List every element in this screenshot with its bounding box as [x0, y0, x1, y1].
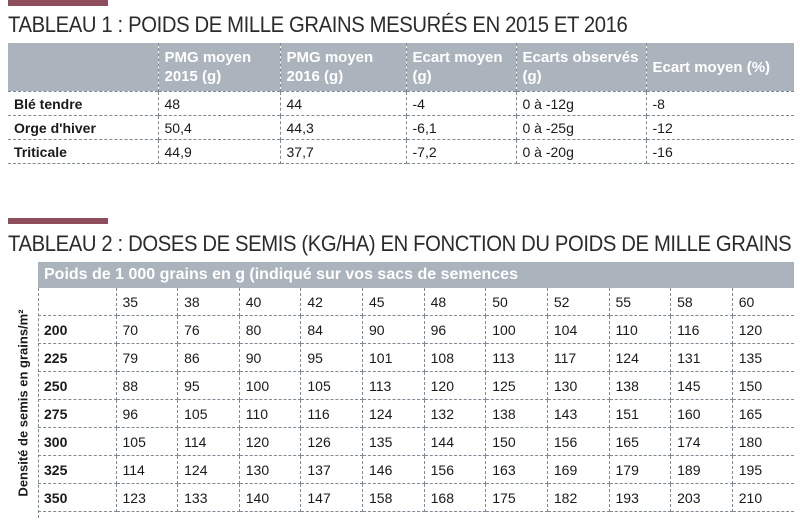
row-label: Orge d'hiver [8, 116, 158, 140]
table2-column-header: 58 [671, 288, 733, 316]
table-cell: 124 [609, 344, 671, 372]
table-cell: 156 [424, 456, 486, 484]
table-row [8, 140, 794, 164]
table2 [8, 262, 794, 518]
table-cell: 138 [486, 400, 548, 428]
table-cell: 114 [116, 456, 178, 484]
table-cell: 110 [609, 316, 671, 344]
row-label: 325 [38, 456, 116, 484]
table-cell: 113 [363, 372, 425, 400]
table-cell: 147 [301, 484, 363, 512]
table-row [38, 344, 794, 372]
table-cell: 0 à -25g [516, 116, 646, 140]
table-row [38, 428, 794, 456]
table1-header-cell: Ecart moyen (%) [646, 43, 794, 92]
table2-title: TABLEAU 2 : DOSES DE SEMIS (KG/HA) EN FONCTION DU POIDS DE MILLE GRAINS [8, 231, 792, 256]
table-cell: 140 [239, 484, 301, 512]
table-cell: 48 [158, 92, 280, 116]
table-cell: 37,7 [280, 140, 406, 164]
table-cell: -8 [646, 92, 794, 116]
table-cell: 116 [301, 400, 363, 428]
table-cell: 96 [424, 316, 486, 344]
table-cell: 175 [486, 484, 548, 512]
table-cell: 165 [732, 400, 794, 428]
table-cell: 150 [486, 428, 548, 456]
table2-column-header: 35 [116, 288, 178, 316]
table-cell: 124 [363, 400, 425, 428]
table-cell: 156 [547, 428, 609, 456]
table2-column-header: 60 [732, 288, 794, 316]
table-cell: 100 [486, 316, 548, 344]
table-cell: 105 [116, 428, 178, 456]
row-label: 350 [38, 484, 116, 512]
table2-column-header: 45 [363, 288, 425, 316]
table1-header-cell: PMG moyen 2016 (g) [280, 43, 406, 92]
table-cell: -6,1 [406, 116, 516, 140]
table-cell: 193 [609, 484, 671, 512]
table-row [38, 456, 794, 484]
table2-grid [38, 288, 794, 512]
table-cell: 110 [239, 400, 301, 428]
table-cell: 151 [609, 400, 671, 428]
row-label: Triticale [8, 140, 158, 164]
table-cell: 105 [301, 372, 363, 400]
row-label: 225 [38, 344, 116, 372]
table-cell: 123 [116, 484, 178, 512]
row-label: 250 [38, 372, 116, 400]
table-cell: 195 [732, 456, 794, 484]
table-cell: 137 [301, 456, 363, 484]
table-cell: 165 [609, 428, 671, 456]
table-cell: 79 [116, 344, 178, 372]
table-cell: 189 [671, 456, 733, 484]
table-cell: 101 [363, 344, 425, 372]
table2-column-header-row [38, 288, 794, 316]
table2-column-header: 50 [486, 288, 548, 316]
table-cell: 84 [301, 316, 363, 344]
table-cell: 131 [671, 344, 733, 372]
table1-header-cell: Ecart moyen (g) [406, 43, 516, 92]
table-cell: 80 [239, 316, 301, 344]
table-cell: 133 [178, 484, 240, 512]
table-cell: 120 [732, 316, 794, 344]
table1 [8, 43, 794, 164]
table-cell: 76 [178, 316, 240, 344]
table-cell: 108 [424, 344, 486, 372]
table2-column-header: 48 [424, 288, 486, 316]
table-cell: 90 [239, 344, 301, 372]
table-cell: 44,9 [158, 140, 280, 164]
table-cell: 105 [178, 400, 240, 428]
table-cell: 50,4 [158, 116, 280, 140]
table-cell: 180 [732, 428, 794, 456]
row-label: 200 [38, 316, 116, 344]
table-cell: 135 [732, 344, 794, 372]
table-cell: 146 [363, 456, 425, 484]
table2-column-header: 42 [301, 288, 363, 316]
table-cell: 100 [239, 372, 301, 400]
table-cell: 90 [363, 316, 425, 344]
table-cell: 113 [486, 344, 548, 372]
table-cell: 86 [178, 344, 240, 372]
table-cell: 95 [301, 344, 363, 372]
table-row [38, 484, 794, 512]
table-row [38, 316, 794, 344]
table-cell: 174 [671, 428, 733, 456]
table-cell: 125 [486, 372, 548, 400]
table-cell: 104 [547, 316, 609, 344]
table-cell: 145 [671, 372, 733, 400]
table-cell: 117 [547, 344, 609, 372]
table-cell: 158 [363, 484, 425, 512]
table-cell: 210 [732, 484, 794, 512]
table-cell: 126 [301, 428, 363, 456]
table1-header-row [8, 43, 794, 92]
table-cell: 0 à -20g [516, 140, 646, 164]
table-row [8, 116, 794, 140]
table-cell: 88 [116, 372, 178, 400]
table-cell: 179 [609, 456, 671, 484]
table-row [8, 92, 794, 116]
table2-column-header: 40 [239, 288, 301, 316]
row-label: 275 [38, 400, 116, 428]
row-label: 300 [38, 428, 116, 456]
table-cell: 135 [363, 428, 425, 456]
table-cell: -12 [646, 116, 794, 140]
table-cell: 163 [486, 456, 548, 484]
table2-side-label: Densité de semis en grains/m² [15, 309, 31, 497]
table2-accent-bar [8, 218, 108, 224]
table1-header-cell: Ecarts observés (g) [516, 43, 646, 92]
table2-header: Poids de 1 000 grains en g (indiqué sur vos sacs de semences [38, 262, 794, 288]
table2-side-label-cell [8, 288, 39, 518]
table-cell: 203 [671, 484, 733, 512]
table-cell: 160 [671, 400, 733, 428]
table-cell: 138 [609, 372, 671, 400]
table-row [38, 372, 794, 400]
table-cell: 70 [116, 316, 178, 344]
table-cell: 144 [424, 428, 486, 456]
table1-title: TABLEAU 1 : POIDS DE MILLE GRAINS MESURÉS EN 2015 ET 2016 [8, 12, 628, 37]
table1-accent-bar [8, 0, 108, 6]
table2-column-header: 52 [547, 288, 609, 316]
table-cell: 143 [547, 400, 609, 428]
table-cell: 132 [424, 400, 486, 428]
table2-corner-cell [38, 288, 116, 316]
table-row [38, 400, 794, 428]
table-cell: 130 [547, 372, 609, 400]
table-cell: 120 [424, 372, 486, 400]
table-cell: 96 [116, 400, 178, 428]
table-cell: -16 [646, 140, 794, 164]
table-cell: 114 [178, 428, 240, 456]
table-cell: -7,2 [406, 140, 516, 164]
table1-header-cell [8, 43, 158, 92]
table-cell: 120 [239, 428, 301, 456]
table-cell: 124 [178, 456, 240, 484]
table-cell: 44,3 [280, 116, 406, 140]
table2-column-header: 55 [609, 288, 671, 316]
table-cell: 95 [178, 372, 240, 400]
table-cell: 168 [424, 484, 486, 512]
table-cell: 150 [732, 372, 794, 400]
table1-header-cell: PMG moyen 2015 (g) [158, 43, 280, 92]
table-cell: 182 [547, 484, 609, 512]
table-cell: 0 à -12g [516, 92, 646, 116]
table-cell: -4 [406, 92, 516, 116]
table-cell: 116 [671, 316, 733, 344]
table-cell: 44 [280, 92, 406, 116]
row-label: Blé tendre [8, 92, 158, 116]
table-cell: 169 [547, 456, 609, 484]
table-cell: 130 [239, 456, 301, 484]
table2-column-header: 38 [178, 288, 240, 316]
